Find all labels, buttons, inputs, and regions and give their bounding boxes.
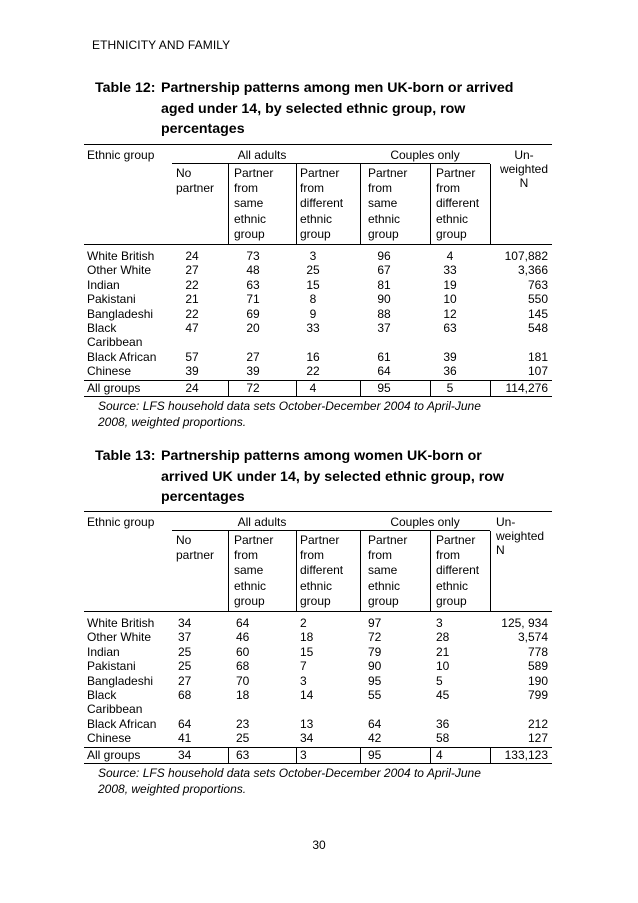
row-value-col-5: 33: [443, 263, 457, 278]
table-title-line: aged under 14, by selected ethnic group, row: [161, 100, 466, 117]
table-title-line: Partnership patterns among men UK-born or arrived: [161, 80, 514, 96]
row-ethnic-group: Black African: [87, 716, 157, 731]
header-sub-col-2: from: [234, 548, 258, 563]
header-sub-col-3: group: [300, 593, 331, 608]
column-divider: [490, 164, 491, 244]
row-value-col-4: 95: [368, 673, 382, 688]
row-value-col-6: 3,574: [517, 630, 548, 645]
row-value-col-4: 81: [377, 277, 391, 292]
source-line: Source: LFS household data sets October-December 2004 to April-June: [98, 398, 481, 413]
header-sub-col-5: ethnic: [436, 211, 469, 226]
row-value-col-4: 90: [377, 292, 391, 307]
row-value-col-4: 72: [368, 630, 382, 645]
row-value-col-5: 19: [443, 277, 457, 292]
row-value-col-6: 107,882: [504, 249, 548, 263]
row-ethnic-group: Other White: [87, 263, 152, 278]
header-sub-col-2: same: [234, 563, 264, 578]
row-value-col-1: 47: [185, 321, 199, 335]
header-sub-col-4: ethnic: [368, 211, 401, 226]
header-unweighted-n: Un-: [496, 515, 516, 529]
row-value-col-6: 550: [527, 292, 548, 307]
header-unweighted-n: N: [496, 543, 505, 558]
totals-value-col-5: 5: [446, 380, 454, 395]
row-value-col-4: 88: [377, 306, 391, 321]
row-value-col-6: 212: [527, 716, 548, 731]
row-value-col-2: 23: [236, 716, 250, 731]
header-sub-col-4: Partner: [368, 166, 408, 180]
row-value-col-6: 548: [527, 321, 548, 335]
row-value-col-1: 21: [185, 292, 199, 307]
totals-column-divider: [430, 380, 431, 396]
row-value-col-6: 778: [527, 644, 548, 659]
row-value-col-4: 96: [377, 249, 391, 263]
row-value-col-4: 37: [377, 321, 391, 335]
row-value-col-5: 36: [443, 364, 457, 379]
row-value-col-3: 9: [309, 306, 317, 321]
totals-label: All groups: [87, 380, 141, 395]
header-sub-col-1: partner: [176, 181, 215, 196]
row-ethnic-group: Pakistani: [87, 659, 136, 674]
table-caption: [95, 78, 581, 140]
row-value-col-4: 97: [368, 616, 382, 630]
row-value-col-4: 42: [368, 731, 382, 746]
totals-value-col-1: 34: [178, 747, 192, 762]
row-value-col-2: 71: [246, 292, 260, 307]
row-value-col-2: 48: [246, 263, 260, 278]
header-sub-col-1: No: [176, 166, 192, 180]
row-value-col-3: 33: [306, 321, 320, 335]
row-value-col-1: 41: [178, 731, 192, 746]
column-divider: [430, 531, 431, 611]
header-ethnic-group: Ethnic group: [87, 148, 155, 162]
totals-column-divider: [228, 747, 229, 763]
totals-value-col-1: 24: [185, 380, 199, 395]
row-value-col-6: 3,366: [517, 263, 548, 278]
row-value-col-3: 16: [306, 349, 320, 364]
totals-column-divider: [490, 747, 491, 763]
header-sub-col-1: partner: [176, 548, 215, 563]
header-sub-col-3: group: [300, 226, 331, 241]
row-value-col-6: 589: [527, 659, 548, 674]
row-value-col-3: 8: [309, 292, 317, 307]
row-ethnic-group: Indian: [87, 644, 120, 659]
header-sub-col-2: group: [234, 593, 265, 608]
table-number: Table 12:: [95, 80, 156, 96]
totals-value-col-2: 63: [236, 747, 250, 762]
row-value-col-5: 5: [436, 673, 443, 688]
row-value-col-6: 125, 934: [501, 616, 548, 630]
header-couples-only: Couples only: [390, 148, 460, 162]
header-sub-col-2: group: [234, 226, 265, 241]
header-sub-col-5: group: [436, 226, 467, 241]
row-value-col-1: 27: [178, 673, 192, 688]
row-value-col-5: 39: [443, 349, 457, 364]
row-value-col-4: 64: [377, 364, 391, 379]
row-ethnic-group: Chinese: [87, 364, 132, 379]
table-caption: [95, 446, 581, 508]
row-value-col-5: 10: [443, 292, 457, 307]
row-value-col-3: 18: [300, 630, 314, 645]
header-sub-col-2: ethnic: [234, 211, 267, 226]
row-value-col-2: 18: [236, 688, 250, 702]
page-number: 30: [312, 838, 326, 852]
header-sub-col-3: ethnic: [300, 578, 333, 593]
row-value-col-4: 64: [368, 716, 382, 731]
header-sub-col-2: ethnic: [234, 578, 267, 593]
row-value-col-2: 70: [236, 673, 250, 688]
row-value-col-6: 107: [527, 364, 548, 379]
header-bottom-rule: [84, 244, 552, 245]
table-top-rule: [84, 144, 552, 145]
source-line: Source: LFS household data sets October-December 2004 to April-June: [98, 765, 481, 780]
row-value-col-6: 763: [527, 277, 548, 292]
row-value-col-3: 25: [306, 263, 320, 278]
row-value-col-5: 63: [443, 321, 457, 335]
header-sub-col-1: No: [176, 533, 192, 547]
row-value-col-1: 25: [178, 659, 192, 674]
column-divider: [296, 531, 297, 611]
row-value-col-3: 13: [300, 716, 314, 731]
row-ethnic-group: Bangladeshi: [87, 306, 154, 321]
header-sub-col-4: from: [368, 548, 392, 563]
row-ethnic-group: Black: [87, 688, 117, 702]
row-value-col-2: 68: [236, 659, 250, 674]
row-value-col-3: 3: [300, 673, 307, 688]
totals-value-col-4: 95: [368, 747, 382, 762]
row-value-col-2: 39: [246, 364, 260, 379]
row-value-col-5: 36: [436, 716, 450, 731]
row-value-col-2: 20: [246, 321, 260, 335]
header-unweighted-n: weighted: [499, 162, 549, 177]
header-sub-col-4: from: [368, 181, 392, 196]
header-sub-col-4: Partner: [368, 533, 408, 547]
header-sub-col-3: ethnic: [300, 211, 333, 226]
row-value-col-2: 27: [246, 349, 260, 364]
row-value-col-3: 3: [309, 249, 317, 263]
row-value-col-5: 28: [436, 630, 450, 645]
header-unweighted-n: weighted: [496, 529, 545, 544]
row-value-col-2: 69: [246, 306, 260, 321]
column-divider: [490, 531, 491, 611]
row-value-col-5: 3: [436, 616, 443, 630]
row-value-col-1: 39: [185, 364, 199, 379]
totals-value-col-5: 4: [436, 747, 443, 762]
header-sub-col-5: from: [436, 181, 460, 196]
totals-column-divider: [430, 747, 431, 763]
source-line: 2008, weighted proportions.: [98, 414, 247, 429]
table-bottom-rule: [84, 396, 552, 397]
row-value-col-4: 79: [368, 644, 382, 659]
header-ethnic-group: Ethnic group: [87, 515, 155, 529]
row-ethnic-group: Other White: [87, 630, 152, 645]
header-sub-col-5: Partner: [436, 533, 476, 547]
header-sub-col-3: different: [300, 196, 344, 211]
row-value-col-5: 4: [446, 249, 454, 263]
totals-column-divider: [296, 747, 297, 763]
totals-column-divider: [296, 380, 297, 396]
row-ethnic-group: White British: [87, 616, 155, 630]
header-bottom-rule: [84, 611, 552, 612]
row-value-col-1: 25: [178, 644, 192, 659]
header-all-adults: All adults: [237, 515, 287, 529]
row-value-col-1: 34: [178, 616, 192, 630]
row-value-col-6: 127: [527, 731, 548, 746]
header-sub-col-5: different: [436, 196, 480, 211]
header-group-rule: [172, 163, 490, 164]
table-title-line: Partnership patterns among women UK-born or: [161, 448, 482, 464]
row-value-col-2: 64: [236, 616, 250, 630]
header-sub-col-5: ethnic: [436, 578, 469, 593]
row-value-col-1: 57: [185, 349, 199, 364]
row-value-col-6: 190: [527, 673, 548, 688]
row-value-col-4: 90: [368, 659, 382, 674]
row-value-col-1: 64: [178, 716, 192, 731]
row-value-col-6: 799: [527, 688, 548, 702]
header-sub-col-3: Partner: [300, 166, 340, 180]
totals-column-divider: [360, 747, 361, 763]
row-value-col-5: 21: [436, 644, 450, 659]
totals-value-col-6: 114,276: [505, 380, 548, 395]
header-sub-col-5: different: [436, 563, 480, 578]
header-sub-col-5: Partner: [436, 166, 476, 180]
row-ethnic-group: Indian: [87, 277, 120, 292]
row-ethnic-group: Pakistani: [87, 292, 136, 307]
header-sub-col-2: same: [234, 196, 264, 211]
row-ethnic-group: Caribbean: [87, 702, 143, 717]
header-unweighted-n: Un-: [514, 148, 534, 162]
row-value-col-6: 145: [527, 306, 548, 321]
table-title: [161, 78, 581, 140]
row-ethnic-group: Bangladeshi: [87, 673, 154, 688]
row-ethnic-group: Chinese: [87, 731, 132, 746]
table-title-line: arrived UK under 14, by selected ethnic group, row: [161, 468, 504, 485]
header-unweighted-n: N: [519, 176, 529, 191]
column-divider: [360, 531, 361, 611]
header-sub-col-5: group: [436, 593, 467, 608]
row-value-col-2: 60: [236, 644, 250, 659]
row-value-col-3: 15: [306, 277, 320, 292]
header-sub-col-4: same: [368, 563, 398, 578]
header-sub-col-4: group: [368, 226, 399, 241]
header-sub-col-3: from: [300, 181, 324, 196]
row-ethnic-group: Black African: [87, 349, 157, 364]
totals-value-col-2: 72: [246, 380, 260, 395]
row-value-col-5: 12: [443, 306, 457, 321]
table-top-rule: [84, 511, 552, 512]
row-value-col-3: 34: [300, 731, 314, 746]
totals-column-divider: [360, 380, 361, 396]
row-value-col-1: 22: [185, 277, 199, 292]
totals-value-col-6: 133,123: [504, 747, 548, 762]
table-number: Table 13:: [95, 448, 156, 464]
row-value-col-3: 22: [306, 364, 320, 379]
header-sub-col-2: from: [234, 181, 258, 196]
row-value-col-4: 55: [368, 688, 382, 702]
row-value-col-2: 46: [236, 630, 250, 645]
row-value-col-5: 58: [436, 731, 450, 746]
totals-value-col-3: 4: [309, 380, 317, 395]
row-value-col-1: 27: [185, 263, 199, 278]
table-bottom-rule: [84, 763, 552, 764]
row-ethnic-group: Black: [87, 321, 117, 335]
header-sub-col-5: from: [436, 548, 460, 563]
row-value-col-2: 63: [246, 277, 260, 292]
totals-label: All groups: [87, 747, 141, 762]
row-value-col-4: 61: [377, 349, 391, 364]
row-value-col-5: 45: [436, 688, 450, 702]
totals-value-col-3: 3: [300, 747, 307, 762]
row-value-col-4: 67: [377, 263, 391, 278]
column-divider: [228, 531, 229, 611]
row-ethnic-group: Caribbean: [87, 335, 143, 350]
totals-column-divider: [228, 380, 229, 396]
column-divider: [228, 164, 229, 244]
table-source-note: [98, 765, 481, 797]
row-value-col-5: 10: [436, 659, 450, 674]
row-value-col-1: 24: [185, 249, 199, 263]
header-all-adults: All adults: [237, 148, 287, 162]
table-source-note: [98, 398, 481, 430]
header-sub-col-4: ethnic: [368, 578, 401, 593]
row-value-col-1: 22: [185, 306, 199, 321]
header-sub-col-2: Partner: [234, 533, 274, 547]
row-ethnic-group: White British: [87, 249, 155, 263]
row-value-col-6: 181: [527, 349, 548, 364]
row-value-col-1: 37: [178, 630, 192, 645]
column-divider: [360, 164, 361, 244]
column-divider: [296, 164, 297, 244]
row-value-col-3: 14: [300, 688, 314, 702]
row-value-col-1: 68: [178, 688, 192, 702]
row-value-col-2: 73: [246, 249, 260, 263]
header-sub-col-2: Partner: [234, 166, 274, 180]
totals-column-divider: [490, 380, 491, 396]
header-sub-col-4: same: [368, 196, 398, 211]
running-head: ETHNICITY AND FAMILY: [92, 38, 231, 52]
table-title-line: percentages: [161, 489, 245, 505]
row-value-col-3: 15: [300, 644, 314, 659]
header-sub-col-3: different: [300, 563, 344, 578]
totals-value-col-4: 95: [377, 380, 391, 395]
table-title: [161, 446, 581, 508]
header-group-rule: [172, 530, 490, 531]
header-couples-only: Couples only: [390, 515, 460, 529]
row-value-col-3: 2: [300, 616, 307, 630]
header-sub-col-3: from: [300, 548, 324, 563]
row-value-col-3: 7: [300, 659, 307, 674]
column-divider: [430, 164, 431, 244]
row-value-col-2: 25: [236, 731, 250, 746]
header-sub-col-4: group: [368, 593, 399, 608]
header-sub-col-3: Partner: [300, 533, 340, 547]
source-line: 2008, weighted proportions.: [98, 781, 247, 796]
table-title-line: percentages: [161, 121, 245, 137]
